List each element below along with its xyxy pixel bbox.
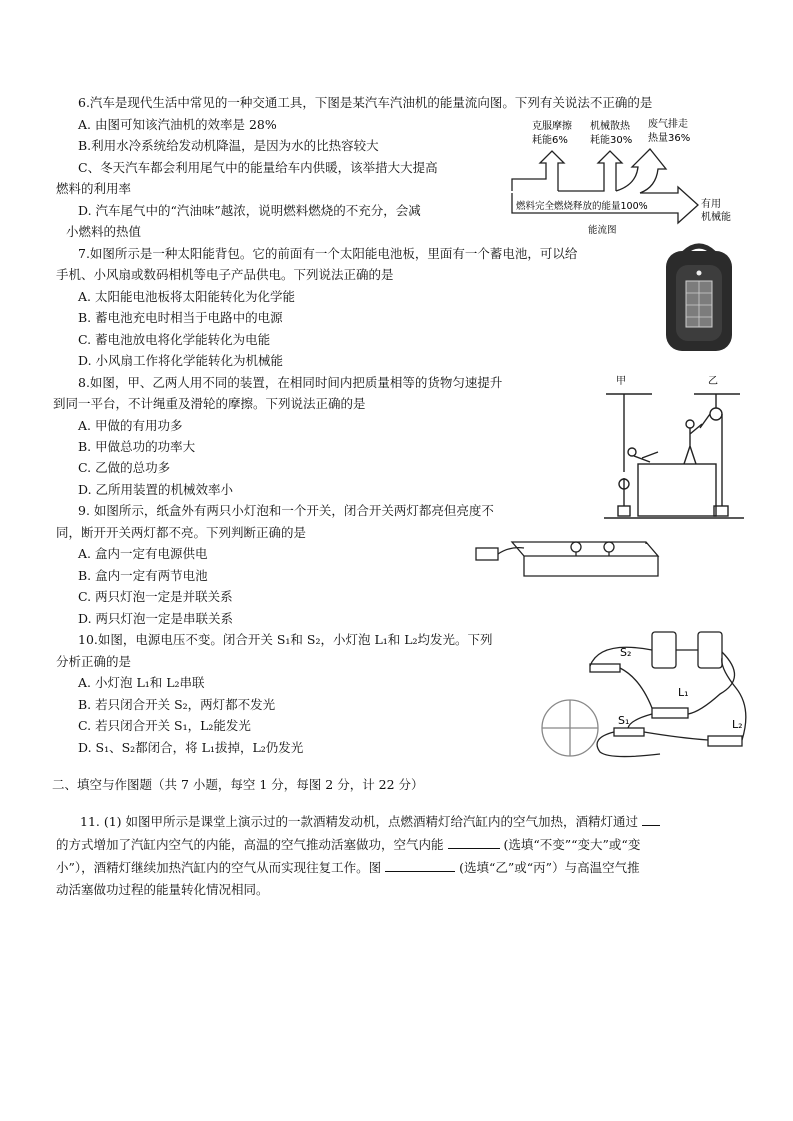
q11-blank-1[interactable]	[642, 813, 660, 826]
q7-option-c: C. 蓄电池放电将化学能转化为电能	[78, 332, 271, 347]
q9-stem-line2: 同，断开开关两灯都不亮。下列判断正确的是	[56, 525, 307, 540]
q11-line3	[56, 859, 640, 876]
diagram-output-label2: 机械能	[701, 212, 731, 223]
q8-option-d: D. 乙所用装置的机械效率小	[78, 482, 234, 497]
q11-line1-text: 11. (1) 如图甲所示是课堂上演示过的一款酒精发动机，点燃酒精灯给汽缸内的空气加热，酒精灯通过	[80, 814, 639, 829]
section2-title: 二、填空与作图题（共 7 小题，每空 1 分，每图 2 分，计 22 分）	[52, 777, 424, 792]
diagram-loss3-value: 热量36%	[648, 133, 691, 144]
pulley-label-jia: 甲	[616, 376, 626, 387]
q11-blank-2[interactable]	[448, 836, 500, 849]
pulley-label-yi: 乙	[708, 376, 718, 387]
q10-option-a: A. 小灯泡 L₁和 L₂串联	[78, 675, 205, 690]
energy-flow-diagram	[508, 113, 733, 238]
solar-backpack-image	[662, 243, 736, 355]
q7-option-b: B. 蓄电池充电时相当于电路中的电源	[78, 310, 283, 325]
q7-option-a: A. 太阳能电池板将太阳能转化为化学能	[78, 289, 295, 304]
q6-option-c-line2: 燃料的利用率	[56, 181, 132, 196]
q8-stem-line1: 8.如图，甲、乙两人用不同的装置，在相同时间内把质量相等的货物匀速提升	[78, 375, 503, 390]
q7-option-d: D. 小风扇工作将化学能转化为机械能	[78, 353, 284, 368]
circuit-label-l2: L₂	[732, 718, 743, 731]
circuit-label-s2: S₂	[620, 646, 632, 659]
q8-option-b: B. 甲做总功的功率大	[78, 439, 196, 454]
q11-line2-text-b: (选填“不变”“变大”或“变	[503, 837, 641, 852]
q6-option-b: B.利用水冷系统给发动机降温，是因为水的比热容较大	[78, 138, 379, 153]
diagram-loss1-title: 克服摩擦	[532, 121, 572, 132]
q8-option-c: C. 乙做的总功多	[78, 460, 171, 475]
q6-option-c-line1: C、冬天汽车都会利用尾气中的能量给车内供暖，该举措大大提高	[78, 160, 438, 175]
q11-line2-text-a: 的方式增加了汽缸内空气的内能，高温的空气推动活塞做功，空气内能	[56, 837, 444, 852]
q9-stem-line1: 9. 如图所示，纸盒外有两只小灯泡和一个开关，闭合开关两灯都亮但亮度不	[78, 503, 494, 518]
q9-option-b: B. 盒内一定有两节电池	[78, 568, 208, 583]
q11-blank-3[interactable]	[385, 859, 455, 872]
paper-box-diagram	[466, 532, 662, 592]
q6-option-d-line1: D. 汽车尾气中的“汽油味”越浓，说明燃料燃烧的不充分，会减	[78, 203, 421, 218]
q7-stem-line1: 7.如图所示是一种太阳能背包。它的前面有一个太阳能电池板，里面有一个蓄电池，可以给	[78, 246, 578, 261]
q9-option-c: C. 两只灯泡一定是并联关系	[78, 589, 233, 604]
diagram-caption: 能流图	[588, 225, 617, 236]
q10-stem-line2: 分析正确的是	[56, 654, 132, 669]
q11-line1	[80, 813, 660, 830]
diagram-loss2-value: 耗能30%	[590, 135, 633, 146]
q6-stem: 6.汽车是现代生活中常见的一种交通工具，下图是某汽车汽油机的能量流向图。下列有关说法不正确的是	[78, 95, 653, 110]
q9-option-d: D. 两只灯泡一定是串联关系	[78, 611, 234, 626]
q10-stem-line1: 10.如图，电源电压不变。闭合开关 S₁和 S₂，小灯泡 L₁和 L₂均发光。下列	[78, 632, 493, 647]
diagram-loss1-value: 耗能6%	[532, 135, 568, 146]
q7-stem-line2: 手机、小风扇或数码相机等电子产品供电。下列说法正确的是	[56, 267, 394, 282]
q6-option-d-line2: 小燃料的热值	[66, 224, 142, 239]
diagram-loss3-title: 废气排走	[648, 119, 688, 130]
q8-stem-line2: 到同一平台，不计绳重及滑轮的摩擦。下列说法正确的是	[53, 396, 366, 411]
q10-option-d: D. S₁、S₂都闭合，将 L₁拔掉，L₂仍发光	[78, 740, 304, 755]
q6-option-a: A. 由图可知该汽油机的效率是 28%	[78, 117, 277, 132]
q11-line4: 动活塞做功过程的能量转化情况相同。	[56, 882, 269, 897]
circuit-label-l1: L₁	[678, 686, 689, 699]
diagram-output-label1: 有用	[701, 199, 721, 210]
diagram-input-label: 燃料完全燃烧释放的能量100%	[516, 201, 648, 212]
q11-line3-text-a: 小”），酒精灯继续加热汽缸内的空气从而实现往复工作。图	[56, 860, 382, 875]
q11-line3-text-b: (选填“乙”或“丙”）与高温空气推	[459, 860, 640, 875]
pulley-diagram	[604, 372, 744, 524]
q11-line2	[56, 836, 640, 853]
q10-option-b: B. 若只闭合开关 S₂，两灯都不发光	[78, 697, 276, 712]
circuit-label-s1: S₁	[618, 714, 630, 727]
q9-option-a: A. 盒内一定有电源供电	[78, 546, 208, 561]
q10-option-c: C. 若只闭合开关 S₁，L₂能发光	[78, 718, 251, 733]
circuit-diagram	[540, 628, 752, 760]
diagram-loss2-title: 机械散热	[590, 121, 630, 132]
q8-option-a: A. 甲做的有用功多	[78, 418, 183, 433]
